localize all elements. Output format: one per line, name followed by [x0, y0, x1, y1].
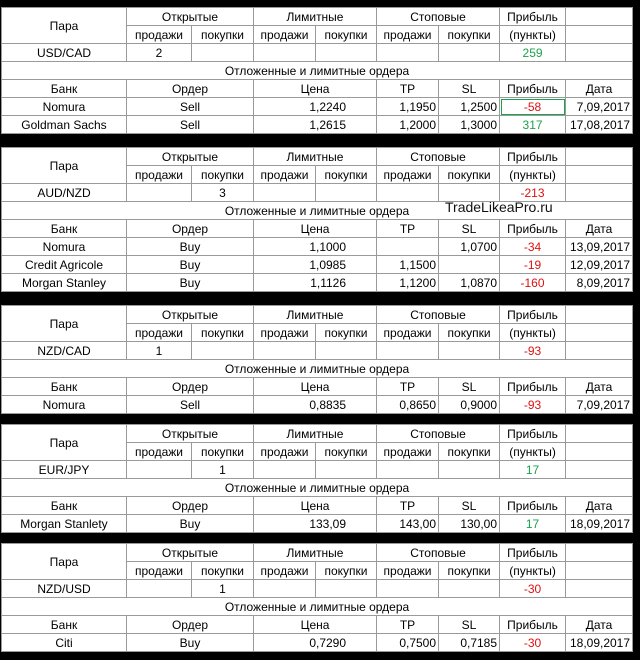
order-price: 1,0985 — [254, 256, 377, 274]
blank-cell — [377, 580, 439, 598]
orders-header-row — [2, 497, 633, 515]
pair-section — [1, 7, 633, 134]
order-profit: -30 — [500, 634, 566, 652]
points-header: (пункты) — [500, 443, 566, 461]
stop-header: Стоповые — [377, 544, 500, 562]
date-header: Дата — [566, 220, 633, 238]
open-buy-header: покупки — [192, 26, 254, 44]
order-header: Ордер — [127, 378, 254, 396]
order-type: Sell — [127, 116, 254, 134]
blank-cell — [439, 580, 500, 598]
order-sl: 0,9000 — [439, 396, 500, 414]
stop-sell-header: продажи — [377, 166, 439, 184]
order-price: 1,1000 — [254, 238, 377, 256]
limit-sell-header: продажи — [254, 26, 316, 44]
order-profit-header: Прибыль — [500, 497, 566, 515]
open-sell-count — [127, 580, 192, 598]
limit-buy-header: покупки — [316, 166, 377, 184]
blank-cell — [566, 562, 633, 580]
order-type: Buy — [127, 515, 254, 533]
limit-header: Лимитные — [254, 425, 377, 443]
blank-cell — [254, 184, 316, 202]
order-price: 1,2615 — [254, 116, 377, 134]
order-profit-header: Прибыль — [500, 80, 566, 98]
order-profit: -160 — [500, 274, 566, 292]
order-tp: 1,1200 — [377, 274, 439, 292]
stop-header: Стоповые — [377, 148, 500, 166]
sl-header: SL — [439, 497, 500, 515]
order-date: 12,09,2017 — [566, 256, 633, 274]
blank-cell — [566, 8, 633, 26]
open-header: Открытые — [127, 425, 254, 443]
order-price: 133,09 — [254, 515, 377, 533]
points-header: (пункты) — [500, 562, 566, 580]
pair-table — [1, 147, 633, 292]
pair-row — [2, 580, 633, 598]
order-date: 8,09,2017 — [566, 274, 633, 292]
blank-cell — [316, 461, 377, 479]
open-buy-header: покупки — [192, 324, 254, 342]
order-price: 0,8835 — [254, 396, 377, 414]
points-header: (пункты) — [500, 324, 566, 342]
bank-header: Банк — [2, 378, 127, 396]
profit-header: Прибыль — [500, 544, 566, 562]
order-profit[interactable]: -58 — [500, 98, 566, 116]
open-sell-count: 2 — [127, 44, 192, 62]
blank-cell — [254, 44, 316, 62]
pair-header: Пара — [2, 544, 127, 580]
blank-cell — [254, 580, 316, 598]
order-profit: -93 — [500, 396, 566, 414]
stop-sell-header: продажи — [377, 26, 439, 44]
order-header: Ордер — [127, 497, 254, 515]
open-sell-count: 1 — [127, 342, 192, 360]
order-header: Ордер — [127, 616, 254, 634]
pair-row — [2, 342, 633, 360]
points-header: (пункты) — [500, 166, 566, 184]
pair-section — [1, 147, 633, 292]
bank-header: Банк — [2, 220, 127, 238]
order-profit: -34 — [500, 238, 566, 256]
stop-sell-header: продажи — [377, 324, 439, 342]
blank-cell — [439, 342, 500, 360]
blank-cell — [316, 184, 377, 202]
stop-buy-header: покупки — [439, 324, 500, 342]
order-tp: 1,1950 — [377, 98, 439, 116]
bank-name: Citi — [2, 634, 127, 652]
profit-header: Прибыль — [500, 306, 566, 324]
open-buy-count: 1 — [192, 580, 254, 598]
pending-title-row — [2, 62, 633, 80]
price-header: Цена — [254, 80, 377, 98]
order-date: 13,09,2017 — [566, 238, 633, 256]
bank-header: Банк — [2, 80, 127, 98]
pair-profit: -213 — [500, 184, 566, 202]
pending-title-row — [2, 479, 633, 497]
open-sell-header: продажи — [127, 166, 192, 184]
blank-cell — [377, 461, 439, 479]
order-type: Sell — [127, 396, 254, 414]
profit-header: Прибыль — [500, 8, 566, 26]
open-buy-header: покупки — [192, 562, 254, 580]
pair-header: Пара — [2, 306, 127, 342]
pair-profit: 17 — [500, 461, 566, 479]
profit-header: Прибыль — [500, 425, 566, 443]
blank-cell — [566, 443, 633, 461]
header-row — [2, 544, 633, 562]
pending-title-row — [2, 360, 633, 378]
bank-name: Goldman Sachs — [2, 116, 127, 134]
order-price: 0,7290 — [254, 634, 377, 652]
order-row — [2, 98, 633, 116]
order-date: 7,09,2017 — [566, 98, 633, 116]
order-price: 1,1126 — [254, 274, 377, 292]
pair-table — [1, 424, 633, 533]
blank-cell — [439, 44, 500, 62]
date-header: Дата — [566, 378, 633, 396]
stop-buy-header: покупки — [439, 26, 500, 44]
tp-header: TP — [377, 220, 439, 238]
watermark: TradeLikeaPro.ru — [445, 199, 553, 215]
date-header: Дата — [566, 80, 633, 98]
order-type: Buy — [127, 274, 254, 292]
date-header: Дата — [566, 497, 633, 515]
stop-buy-header: покупки — [439, 443, 500, 461]
pair-section — [1, 543, 633, 652]
blank-cell — [566, 580, 633, 598]
blank-cell — [566, 544, 633, 562]
stop-sell-header: продажи — [377, 562, 439, 580]
blank-cell — [566, 342, 633, 360]
order-profit-header: Прибыль — [500, 378, 566, 396]
orders-header-row — [2, 616, 633, 634]
open-header: Открытые — [127, 306, 254, 324]
bank-name: Nomura — [2, 238, 127, 256]
pair-name: AUD/NZD — [2, 184, 127, 202]
open-buy-count: 3 — [192, 184, 254, 202]
pair-table — [1, 305, 633, 414]
tp-header: TP — [377, 497, 439, 515]
order-tp: 143,00 — [377, 515, 439, 533]
order-tp: 0,8650 — [377, 396, 439, 414]
stop-header: Стоповые — [377, 425, 500, 443]
open-header: Открытые — [127, 148, 254, 166]
pair-section — [1, 305, 633, 414]
blank-cell — [566, 166, 633, 184]
order-type: Sell — [127, 98, 254, 116]
blank-cell — [566, 425, 633, 443]
pair-profit: -93 — [500, 342, 566, 360]
order-row — [2, 256, 633, 274]
bank-header: Банк — [2, 616, 127, 634]
price-header: Цена — [254, 220, 377, 238]
blank-cell — [377, 342, 439, 360]
order-header: Ордер — [127, 80, 254, 98]
order-row — [2, 116, 633, 134]
orders-header-row — [2, 220, 633, 238]
limit-header: Лимитные — [254, 544, 377, 562]
pair-name: NZD/USD — [2, 580, 127, 598]
blank-cell — [566, 306, 633, 324]
order-row — [2, 238, 633, 256]
order-type: Buy — [127, 634, 254, 652]
open-header: Открытые — [127, 8, 254, 26]
sl-header: SL — [439, 80, 500, 98]
pending-orders-title: Отложенные и лимитные ордера — [2, 202, 633, 220]
blank-cell — [566, 44, 633, 62]
blank-cell — [566, 26, 633, 44]
sl-header: SL — [439, 378, 500, 396]
tp-header: TP — [377, 80, 439, 98]
order-price: 1,2240 — [254, 98, 377, 116]
stop-header: Стоповые — [377, 306, 500, 324]
order-profit: 17 — [500, 515, 566, 533]
pair-header: Пара — [2, 425, 127, 461]
orders-header-row — [2, 378, 633, 396]
bank-name: Nomura — [2, 98, 127, 116]
blank-cell — [254, 461, 316, 479]
pair-name: NZD/CAD — [2, 342, 127, 360]
order-sl: 1,2500 — [439, 98, 500, 116]
order-row — [2, 396, 633, 414]
order-date: 7,09,2017 — [566, 396, 633, 414]
pending-orders-title: Отложенные и лимитные ордера — [2, 62, 633, 80]
open-buy-header: покупки — [192, 166, 254, 184]
bank-name: Morgan Stanlety — [2, 515, 127, 533]
header-row — [2, 148, 633, 166]
points-header: (пункты) — [500, 26, 566, 44]
limit-buy-header: покупки — [316, 324, 377, 342]
blank-cell — [566, 148, 633, 166]
stop-buy-header: покупки — [439, 562, 500, 580]
order-type: Buy — [127, 256, 254, 274]
open-buy-count — [192, 342, 254, 360]
pair-row — [2, 461, 633, 479]
blank-cell — [566, 461, 633, 479]
limit-buy-header: покупки — [316, 26, 377, 44]
bank-header: Банк — [2, 497, 127, 515]
blank-cell — [566, 324, 633, 342]
limit-sell-header: продажи — [254, 166, 316, 184]
pair-row — [2, 44, 633, 62]
blank-cell — [439, 461, 500, 479]
bank-name: Nomura — [2, 396, 127, 414]
blank-cell — [566, 184, 633, 202]
bank-name: Morgan Stanley — [2, 274, 127, 292]
order-sl: 1,0870 — [439, 274, 500, 292]
price-header: Цена — [254, 378, 377, 396]
blank-cell — [316, 580, 377, 598]
pair-name: EUR/JPY — [2, 461, 127, 479]
header-row — [2, 306, 633, 324]
pair-name: USD/CAD — [2, 44, 127, 62]
pair-header: Пара — [2, 148, 127, 184]
pair-profit: -30 — [500, 580, 566, 598]
stop-header: Стоповые — [377, 8, 500, 26]
order-profit-header: Прибыль — [500, 220, 566, 238]
tp-header: TP — [377, 378, 439, 396]
sl-header: SL — [439, 220, 500, 238]
pair-section — [1, 424, 633, 533]
limit-header: Лимитные — [254, 306, 377, 324]
open-sell-count — [127, 184, 192, 202]
tp-header: TP — [377, 616, 439, 634]
open-sell-header: продажи — [127, 324, 192, 342]
pending-orders-title: Отложенные и лимитные ордера — [2, 479, 633, 497]
order-row — [2, 634, 633, 652]
blank-cell — [316, 342, 377, 360]
limit-sell-header: продажи — [254, 562, 316, 580]
pending-title-row — [2, 598, 633, 616]
pending-orders-title: Отложенные и лимитные ордера — [2, 360, 633, 378]
header-row — [2, 425, 633, 443]
order-date: 17,08,2017 — [566, 116, 633, 134]
limit-sell-header: продажи — [254, 324, 316, 342]
open-buy-count — [192, 44, 254, 62]
stop-buy-header: покупки — [439, 166, 500, 184]
pair-profit: 259 — [500, 44, 566, 62]
blank-cell — [377, 184, 439, 202]
order-sl: 1,0700 — [439, 238, 500, 256]
pair-table — [1, 7, 633, 134]
order-header: Ордер — [127, 220, 254, 238]
open-sell-header: продажи — [127, 26, 192, 44]
limit-sell-header: продажи — [254, 443, 316, 461]
limit-buy-header: покупки — [316, 562, 377, 580]
blank-cell — [377, 44, 439, 62]
open-sell-count — [127, 461, 192, 479]
order-tp — [377, 238, 439, 256]
order-tp: 0,7500 — [377, 634, 439, 652]
blank-cell — [254, 342, 316, 360]
pending-orders-title: Отложенные и лимитные ордера — [2, 598, 633, 616]
order-profit-header: Прибыль — [500, 616, 566, 634]
blank-cell — [316, 44, 377, 62]
limit-header: Лимитные — [254, 148, 377, 166]
price-header: Цена — [254, 616, 377, 634]
order-row — [2, 274, 633, 292]
stop-sell-header: продажи — [377, 443, 439, 461]
open-sell-header: продажи — [127, 443, 192, 461]
orders-header-row — [2, 80, 633, 98]
order-sl: 130,00 — [439, 515, 500, 533]
order-row — [2, 515, 633, 533]
pair-table — [1, 543, 633, 652]
order-profit: 317 — [500, 116, 566, 134]
order-tp: 1,2000 — [377, 116, 439, 134]
open-sell-header: продажи — [127, 562, 192, 580]
sl-header: SL — [439, 616, 500, 634]
limit-header: Лимитные — [254, 8, 377, 26]
order-sl — [439, 256, 500, 274]
order-tp: 1,1500 — [377, 256, 439, 274]
bank-name: Credit Agricole — [2, 256, 127, 274]
header-row — [2, 8, 633, 26]
order-type: Buy — [127, 238, 254, 256]
pair-header: Пара — [2, 8, 127, 44]
order-sl: 0,7185 — [439, 634, 500, 652]
order-date: 18,09,2017 — [566, 634, 633, 652]
open-buy-header: покупки — [192, 443, 254, 461]
order-profit: -19 — [500, 256, 566, 274]
order-date: 18,09,2017 — [566, 515, 633, 533]
open-buy-count: 1 — [192, 461, 254, 479]
order-sl: 1,3000 — [439, 116, 500, 134]
open-header: Открытые — [127, 544, 254, 562]
price-header: Цена — [254, 497, 377, 515]
limit-buy-header: покупки — [316, 443, 377, 461]
profit-header: Прибыль — [500, 148, 566, 166]
date-header: Дата — [566, 616, 633, 634]
